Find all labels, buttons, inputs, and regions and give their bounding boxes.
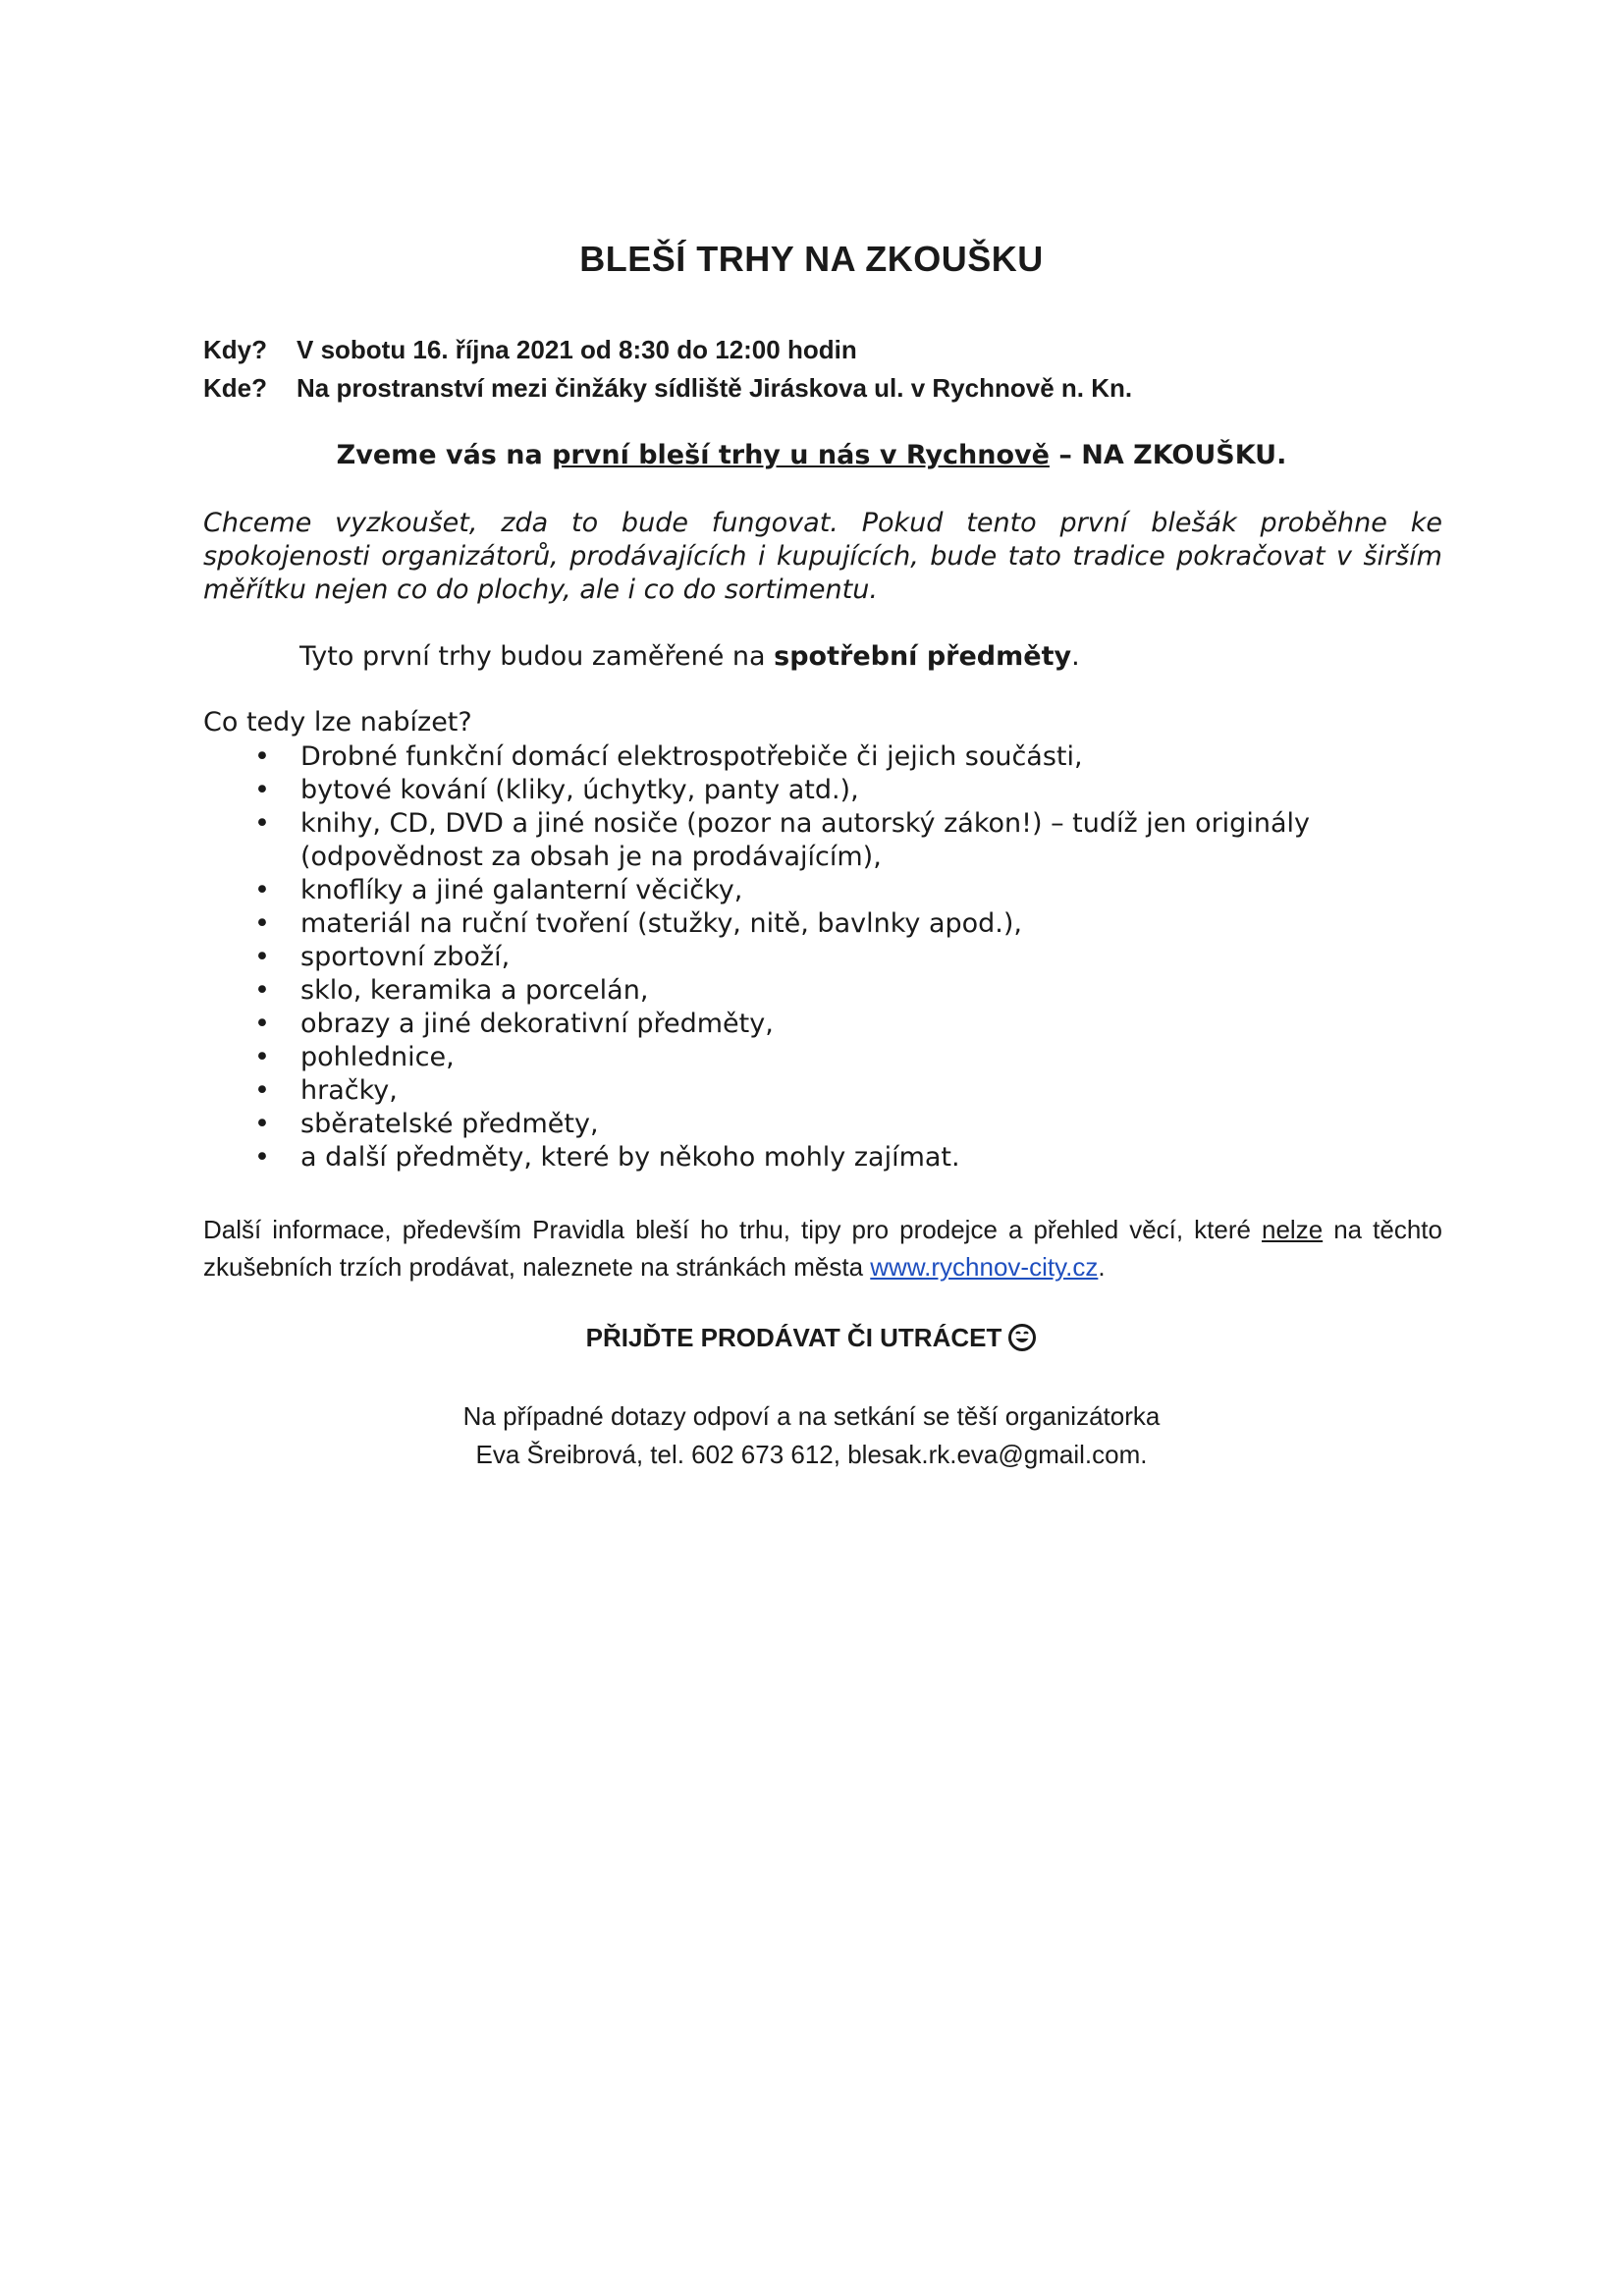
bullet-icon: • <box>254 875 270 905</box>
list-item: • knihy, CD, DVD a jiné nosiče (pozor na autorský zákon!) – tudíž jen originály (odpovědnost za obsah je na prodávajícím), <box>203 807 1442 874</box>
invite-after: – NA ZKOUŠKU. <box>1049 440 1287 470</box>
call-to-action <box>0 1323 1623 1353</box>
list-item: • obrazy a jiné dekorativní předměty, <box>203 1008 1442 1041</box>
more-underlined: nelze <box>1262 1215 1324 1244</box>
smiley-icon <box>1007 1323 1037 1352</box>
contact-line-2: Eva Šreibrová, tel. 602 673 612, blesak.rk.eva@gmail.com. <box>475 1440 1148 1469</box>
focus-bold: spotřební předměty <box>774 641 1072 672</box>
focus-after: . <box>1071 641 1080 672</box>
bullet-icon: • <box>254 808 270 839</box>
invite-before: Zveme vás na <box>336 440 553 470</box>
more-info-paragraph <box>203 1211 1442 1285</box>
more-middle: na těchto zkušebních trzích prodávat, naleznete na stránkách města <box>203 1215 1442 1282</box>
list-item: • bytové kování (kliky, úchytky, panty atd.), <box>203 774 1442 807</box>
bullet-icon: • <box>254 775 270 805</box>
list-item: • sklo, keramika a porcelán, <box>203 974 1442 1008</box>
when-row <box>203 335 857 365</box>
list-item: • sběratelské předměty, <box>203 1108 1442 1141</box>
bullet-icon: • <box>254 1042 270 1072</box>
list-item: • materiál na ruční tvoření (stužky, nitě, bavlnky apod.), <box>203 907 1442 941</box>
more-before: Další informace, především Pravidla bleší ho trhu, tipy pro prodejce a přehled věcí, které <box>203 1215 1263 1244</box>
where-row <box>203 373 1132 404</box>
city-website-link[interactable]: www.rychnov-city.cz <box>870 1252 1099 1282</box>
bullet-icon: • <box>254 908 270 939</box>
bullet-icon: • <box>254 975 270 1006</box>
more-after: . <box>1098 1252 1106 1282</box>
bullet-icon: • <box>254 942 270 972</box>
list-item: • hračky, <box>203 1074 1442 1108</box>
when-label: Kdy? <box>203 335 267 364</box>
cta-text: PŘIJĎTE PRODÁVAT ČI UTRÁCET <box>585 1323 1002 1352</box>
items-list <box>203 740 1442 1175</box>
focus-line <box>299 641 1080 672</box>
where-value: Na prostranství mezi činžáky sídliště Jiráskova ul. v Rychnově n. Kn. <box>297 373 1133 403</box>
contact-line-1: Na případné dotazy odpoví a na setkání se těší organizátorka <box>462 1401 1161 1431</box>
invitation-line <box>0 440 1623 470</box>
page-title: BLEŠÍ TRHY NA ZKOUŠKU <box>579 239 1044 279</box>
list-item: • Drobné funkční domácí elektrospotřebiče či jejich součásti, <box>203 740 1442 774</box>
list-item: • knoflíky a jiné galanterní věcičky, <box>203 874 1442 907</box>
list-item: • pohlednice, <box>203 1041 1442 1074</box>
intro-paragraph: Chceme vyzkoušet, zda to bude fungovat. Pokud tento první blešák proběhne ke spokojenosti organizátorů, prodávajících i kupujících, bude tato tradice pokračovat v širším měřítku nejen co do plochy, ale i co do sortimentu. <box>203 508 1442 605</box>
contact-block <box>0 1397 1623 1474</box>
invite-underlined: první bleší trhy u nás v Rychnově <box>552 440 1050 470</box>
focus-before: Tyto první trhy budou zaměřené na <box>299 641 775 672</box>
list-item: • a další předměty, které by někoho mohly zajímat. <box>203 1141 1442 1175</box>
when-value: V sobotu 16. října 2021 od 8:30 do 12:00 hodin <box>297 335 857 364</box>
list-item: • sportovní zboží, <box>203 941 1442 974</box>
items-question: Co tedy lze nabízet? <box>203 707 472 738</box>
bullet-icon: • <box>254 1142 270 1173</box>
bullet-icon: • <box>254 1009 270 1039</box>
bullet-icon: • <box>254 741 270 772</box>
bullet-icon: • <box>254 1109 270 1139</box>
where-label: Kde? <box>203 373 267 403</box>
bullet-icon: • <box>254 1075 270 1106</box>
